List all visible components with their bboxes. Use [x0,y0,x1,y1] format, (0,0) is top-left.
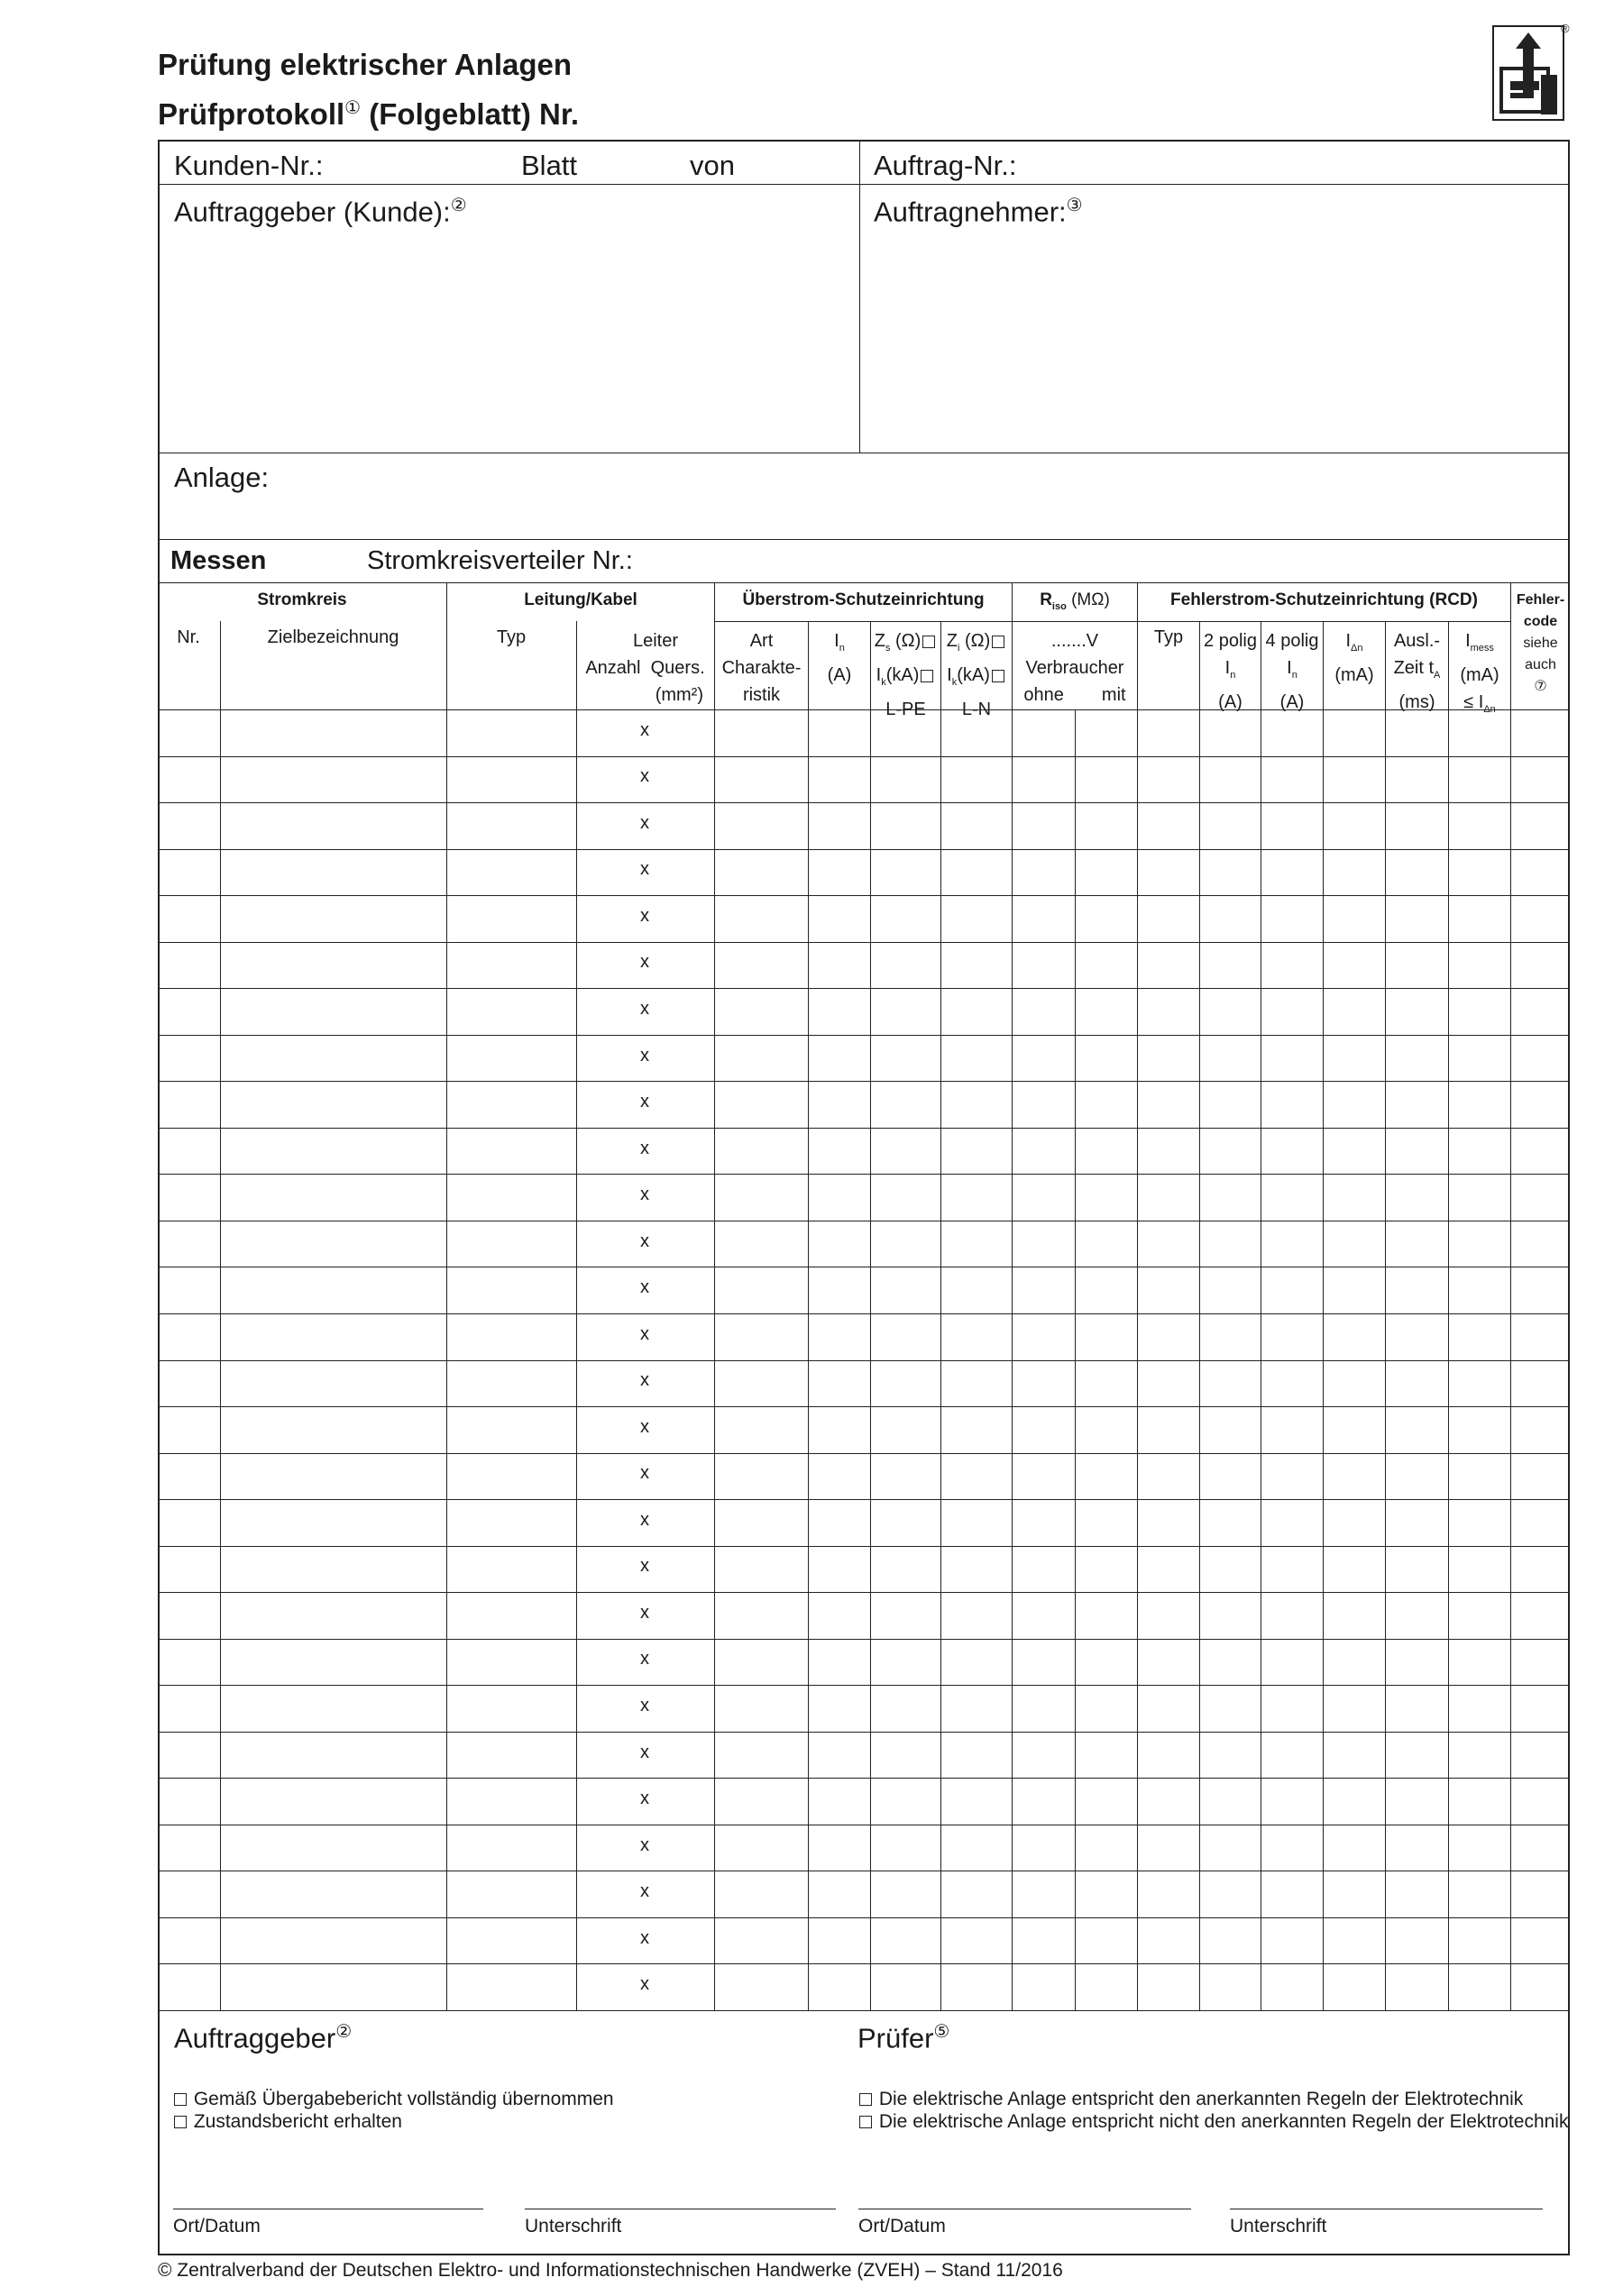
col-group-stromkreis: Stromkreis [257,590,347,609]
checkbox-icon [922,636,935,648]
table-row-leiter-x: x [640,812,649,833]
col-group-leitung: Leitung/Kabel [524,590,637,609]
kunden-nr-label: Kunden-Nr.: [174,150,324,181]
col-typ: Typ [496,627,527,647]
table-row-leiter-x: x [640,1881,649,1902]
checkbox-icon[interactable] [174,2116,187,2128]
table-row-divider [158,1917,1570,1918]
table-row-leiter-x: x [640,998,649,1019]
table-row-divider [158,1732,1570,1733]
col-imess: $I_{mess}$ (mA) ≤ $I_{\Delta n}$ [1460,631,1499,715]
checkbox-icon[interactable] [174,2093,187,2106]
table-column-divider [808,621,809,2010]
col-ausl-zeit: Ausl.- Zeit $t_A$ (ms) [1393,631,1441,712]
table-row-divider [158,1313,1570,1314]
checkbox-icon[interactable] [859,2093,872,2106]
col-idn: $I_{\Delta n}$ (mA) [1334,631,1374,685]
ort-datum-label: Ort/Datum [858,2216,946,2237]
table-row-divider [158,849,1570,850]
col-zi-ik-ln: $Z_i$ (Ω) $I_k(kA)$ L-N [941,627,1012,723]
col-leiter: Leiter Anzahl Quers. (mm²) [585,631,705,705]
table-column-divider [870,621,871,2010]
table-row-leiter-x: x [640,905,649,926]
col-zielbezeichnung: Zielbezeichnung [267,627,399,647]
stromkreisverteiler-label: Stromkreisverteiler Nr.: [367,546,633,575]
table-row-divider [158,1639,1570,1640]
table-row-leiter-x: x [640,719,649,740]
col-rcd-typ: Typ [1153,627,1184,647]
table-row-leiter-x: x [640,1602,649,1623]
table-column-divider [1199,621,1200,2010]
table-row-leiter-x: x [640,1045,649,1066]
table-row-leiter-x: x [640,1370,649,1391]
page-title: Prüfung elektrischer Anlagen [158,48,573,81]
table-row-leiter-x: x [640,1185,649,1205]
auftraggeber-label: Auftraggeber② [174,2022,353,2054]
col-2polig: 2 polig $I_n$ (A) [1204,631,1257,712]
check-zustandsbericht[interactable]: Zustandsbericht erhalten [172,2111,402,2133]
table-row-leiter-x: x [640,1927,649,1948]
table-row-leiter-x: x [640,1416,649,1437]
col-zs-ik-lpe: $Z_s$ (Ω) $I_k(kA)$ L-PE [871,627,940,723]
table-row-leiter-x: x [640,1092,649,1112]
table-column-divider [1385,621,1386,2010]
table-column-divider [1448,621,1449,2010]
table-row-divider [158,1360,1570,1361]
checkbox-icon[interactable] [859,2116,872,2128]
table-row-divider [158,1174,1570,1175]
check-uebergabebericht[interactable]: Gemäß Übergabebericht vollständig übernommen [172,2089,614,2110]
pruefer-label: Prüfer⑤ [857,2022,950,2054]
table-row-leiter-x: x [640,1649,649,1669]
table-row-leiter-x: x [640,1742,649,1762]
table-row-leiter-x: x [640,1277,649,1298]
col-group-riso: $R_{iso}$ (MΩ) [1040,590,1110,612]
col-nr: Nr. [177,627,200,647]
table-row-divider [158,895,1570,896]
table-column-divider [446,582,447,2010]
col-riso: .......V Verbraucher ohne mit [1023,631,1126,705]
table-row-leiter-x: x [640,1323,649,1344]
table-row-divider [158,988,1570,989]
table-row-divider [158,1035,1570,1036]
anlage-label: Anlage: [174,462,270,493]
table-row-divider [158,1778,1570,1779]
page-subtitle: Prüfprotokoll① (Folgeblatt) Nr. [158,97,580,131]
table-row-leiter-x: x [640,1974,649,1995]
table-row-divider [158,802,1570,803]
table-row-leiter-x: x [640,952,649,973]
table-row-divider [158,1546,1570,1547]
table-row-divider [158,1592,1570,1593]
table-row-divider [158,1081,1570,1082]
table-row-divider [158,942,1570,943]
form-frame [158,140,1570,2255]
table-column-divider [714,582,715,2010]
table-column-divider [1137,582,1138,2010]
table-row-leiter-x: x [640,1556,649,1577]
table-column-divider [1012,582,1013,2010]
table-row-divider [158,756,1570,757]
table-row-leiter-x: x [640,1230,649,1251]
auftraggeber-kunde-label: Auftraggeber (Kunde):② [174,196,467,228]
checkbox-icon [992,670,1004,682]
table-row-leiter-x: x [640,1696,649,1716]
table-row-divider [158,1685,1570,1686]
col-in: $I_n$ (A) [827,631,852,685]
blatt-label: Blatt [521,150,578,181]
table-row-leiter-x: x [640,859,649,880]
table-column-divider [940,621,941,2010]
table-row-leiter-x: x [640,766,649,787]
copyright-footer: © Zentralverband der Deutschen Elektro- und Informationstechnischen Handwerke (ZVEH) – Stand 11/2016 [158,2260,1063,2281]
checkbox-icon [992,636,1004,648]
col-group-ueberstrom: Überstrom-Schutzeinrichtung [742,590,985,609]
unterschrift-label: Unterschrift [1230,2216,1327,2237]
check-regeln-entspricht[interactable]: Die elektrische Anlage entspricht den anerkannten Regeln der Elektrotechnik [857,2089,1523,2110]
table-row-leiter-x: x [640,1788,649,1809]
table-row-divider [158,1128,1570,1129]
auftragnehmer-label: Auftragnehmer:③ [874,196,1083,228]
table-row-leiter-x: x [640,1509,649,1530]
col-group-fehlercode: Fehler- code siehe auch ⑦ [1516,592,1565,694]
table-row-divider [158,1499,1570,1500]
col-group-fehlerstrom: Fehlerstrom-Schutzeinrichtung (RCD) [1170,590,1478,609]
ort-datum-label: Ort/Datum [173,2216,261,2237]
unterschrift-label: Unterschrift [525,2216,622,2237]
table-row-divider [158,1963,1570,1964]
table-row-divider [158,1453,1570,1454]
table-row-divider [158,1406,1570,1407]
col-art: Art Charakte- ristik [721,631,802,705]
table-row-leiter-x: x [640,1834,649,1855]
auftrag-nr-label: Auftrag-Nr.: [874,150,1017,181]
col-4polig: 4 polig $I_n$ (A) [1265,631,1319,712]
table-row-leiter-x: x [640,1138,649,1158]
check-regeln-nicht[interactable]: Die elektrische Anlage entspricht nicht den anerkannten Regeln der Elektrotechnik [857,2111,1568,2133]
table-row-leiter-x: x [640,1463,649,1484]
von-label: von [690,150,735,181]
e-hand-logo-icon: ® [1492,25,1573,123]
table-column-divider [220,621,221,2010]
table-column-divider [1510,582,1511,2010]
table-column-divider [1323,621,1324,2010]
checkbox-icon [921,670,933,682]
messen-label: Messen [170,546,267,575]
